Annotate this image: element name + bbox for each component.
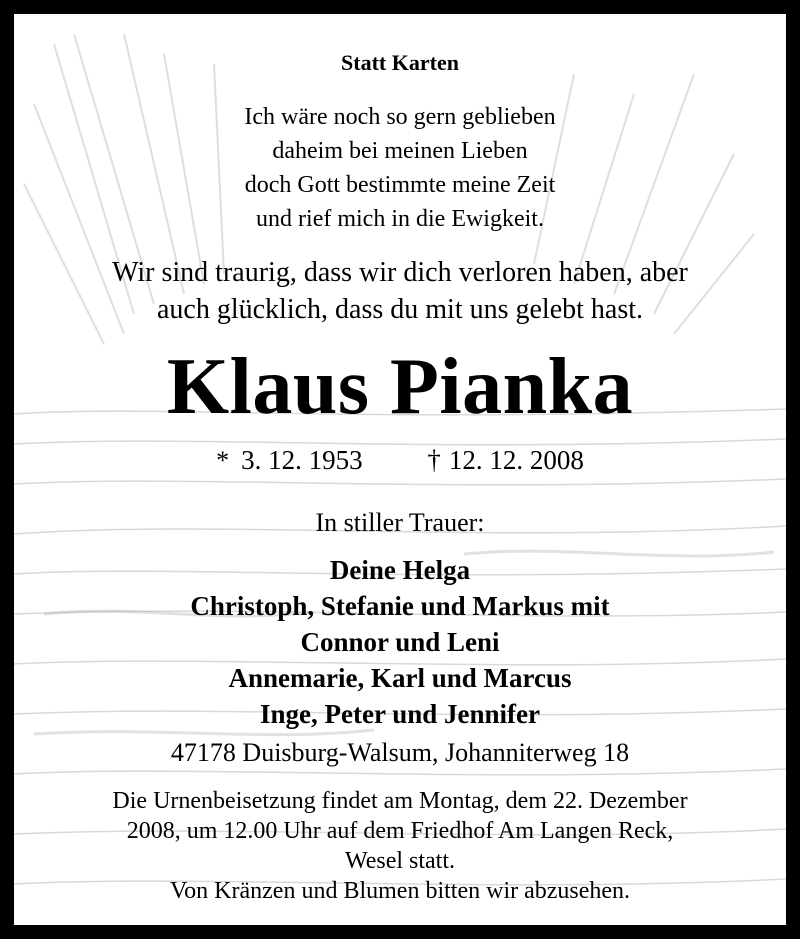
family-line: Inge, Peter und Jennifer [260,699,540,729]
family-line: Deine Helga [329,555,471,585]
funeral-line: Wesel statt. [344,848,456,874]
funeral-info [14,786,786,906]
family-line: Annemarie, Karl und Marcus [228,663,572,693]
address: 47178 Duisburg-Walsum, Johanniterweg 18 [170,738,630,767]
quote [14,254,786,328]
life-dates [14,443,786,478]
family-list [14,552,786,732]
death-date: 12. 12. 2008 [448,445,584,475]
mourning-line: In stiller Trauer: [315,508,485,537]
funeral-line: Von Kränzen und Blumen bitten wir abzusehen. [169,878,631,904]
poem-line: daheim bei meinen Lieben [272,138,528,164]
deceased-name: Klaus Pianka [166,343,634,431]
header-statt-karten: Statt Karten [341,50,459,75]
family-line: Christoph, Stefanie und Markus mit [190,591,610,621]
birth-date: 3. 12. 1953 [241,445,363,475]
birth-star-icon: * [216,446,230,475]
quote-line: Wir sind traurig, dass wir dich verloren haben, aber [112,257,688,288]
death-cross-icon: † [427,445,441,475]
quote-line: auch glücklich, dass du mit uns gelebt hast. [156,294,644,325]
poem-line: doch Gott bestimmte meine Zeit [244,172,556,198]
poem [14,100,786,236]
poem-line: Ich wäre noch so gern geblieben [244,104,556,130]
funeral-line: Die Urnenbeisetzung findet am Montag, dem 22. Dezember [112,788,688,814]
poem-line: und rief mich in die Ewigkeit. [256,206,544,232]
obituary-content [14,14,786,925]
birth-date-group [216,443,363,478]
family-line: Connor und Leni [300,627,500,657]
death-date-group [427,443,584,477]
funeral-line: 2008, um 12.00 Uhr auf dem Friedhof Am Langen Reck, [126,818,674,844]
